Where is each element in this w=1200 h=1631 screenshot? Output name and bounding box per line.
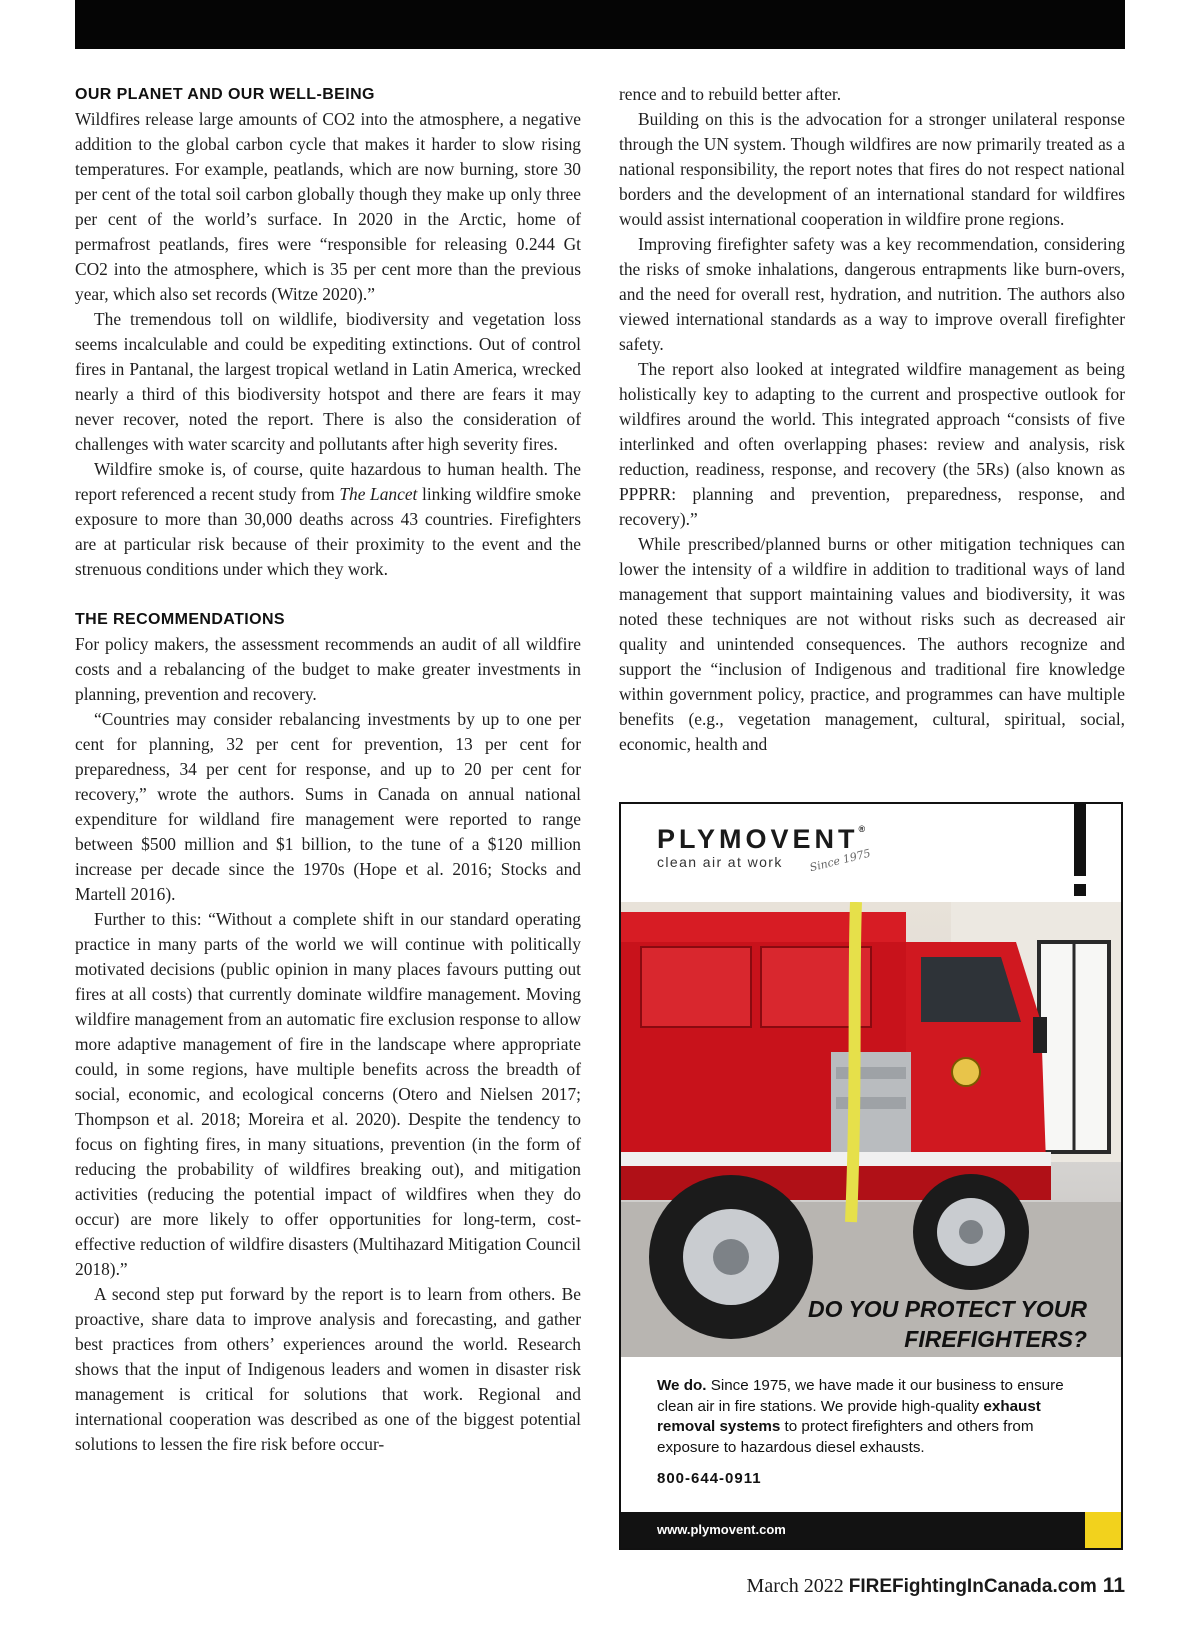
- text: linking wildfire smoke exposure to more than 30,000 deaths across 43 countries. Firefighters are at particular risk because of their proximity to the event and the strenuous conditions under which they work.: [75, 484, 582, 579]
- plymovent-advertisement[interactable]: [619, 802, 1123, 1550]
- section-heading-planet: OUR PLANET AND OUR WELL-BEING: [75, 86, 375, 103]
- right-column: [619, 82, 1125, 757]
- headline-line: DO YOU PROTECT YOUR: [807, 1296, 1087, 1322]
- ad-footer-bar: [621, 1512, 1121, 1548]
- phone-number[interactable]: 800-644-0911: [657, 1470, 762, 1487]
- paragraph: Improving firefighter safety was a key recommendation, considering the risks of smoke inhalations, dangerous entrapments like burn-overs, and the need for overall rest, hydration, and nutrition. The authors also viewed international standards as a way to improve overall firefighter safety.: [619, 234, 1125, 354]
- paragraph: The report also looked at integrated wildfire management as being holistically key to adapting to the current and prospective outlook for wildfires around the world. This integrated approach “consists of five interlinked and often overlapping phases: review and analysis, risk reduction, readiness, response, and recovery (the 5Rs) (also known as PPPRR: planning and prevention, preparedness, response, and recovery).”: [619, 359, 1125, 529]
- paragraph: A second step put forward by the report is to learn from others. Be proactive, share data to improve analysis and forecasting, and gather best practices from others’ experiences around the world. Research shows that the input of Indigenous leaders and women in disaster risk management is critical for solutions that work. Regional and international cooperation was described as one of the biggest potential solutions to lessen the fire risk before occur-: [75, 1284, 581, 1454]
- page-footer: [714, 1574, 1125, 1598]
- body-emphasis: We do.: [657, 1377, 707, 1394]
- section-heading-recommendations: THE RECOMMENDATIONS: [75, 611, 285, 628]
- fire-truck-photo: [621, 902, 1121, 1357]
- since-signature: Since 1975: [808, 846, 872, 875]
- website-link[interactable]: www.plymovent.com: [657, 1522, 786, 1537]
- ad-body-text: [657, 1376, 1089, 1458]
- paragraph: Wildfires release large amounts of CO2 into the atmosphere, a negative addition to the global carbon cycle that makes it harder to slow rising temperatures. For example, peatlands, which are now burning, store 30 per cent of the total soil carbon globally though they make up only three per cent of the world’s surface. In 2020 in the Arctic, home of permafrost peatlands, fires were “responsible for releasing 0.244 Gt CO2 into the atmosphere, which is 35 per cent more than the previous year, which also set records (Witze 2020).”: [75, 109, 581, 304]
- yellow-corner-block: [1085, 1512, 1121, 1548]
- paragraph: While prescribed/planned burns or other mitigation techniques can lower the intensity of a wildfire in addition to traditional ways of land management that support maintaining values and biodiversity, it was noted these techniques are not without risks such as decreased air quality and unintended consequences. The authors recognize and support the “inclusion of Indigenous and traditional fire knowledge within government policy, practice, and programmes can have multiple benefits (e.g., vegetation management, cultural, spiritual, social, economic, health and: [619, 534, 1125, 754]
- fire-truck-illustration: [621, 902, 1121, 1357]
- body-text: to protect firefighters and others from exposure to hazardous diesel exhausts.: [657, 1418, 1034, 1456]
- left-column: [75, 82, 581, 1457]
- top-black-bar: [75, 0, 1125, 49]
- paragraph: [75, 457, 581, 582]
- paragraph: “Countries may consider rebalancing investments by up to one per cent for planning, 32 per cent for prevention, 13 per cent for preparedness, 34 per cent for response, and up to 20 per cent for recovery,” wrote the authors. Sums in Canada on annual national expenditure for wildland fire management were reported to range between $500 million and $1 billion, to the tune of a $120 million increase per decade since the 1970s (Hope et al. 2016; Stocks and Martell 2016).: [75, 709, 581, 904]
- paragraph: Building on this is the advocation for a stronger unilateral response through the UN system. Though wildfires are now primarily treated as a national responsibility, the report notes that fires do not respect national borders and the development of an international standard for wildfires would assist international cooperation in wildfire prone regions.: [619, 109, 1125, 229]
- magazine-name: FIREFightingInCanada.com: [848, 1576, 1097, 1597]
- headline-line: FIREFIGHTERS?: [904, 1326, 1087, 1352]
- ad-headline: [808, 1294, 1087, 1354]
- registered-mark: ®: [858, 824, 866, 834]
- body-text: Since 1975, we have made it our business to ensure clean air in fire stations. We provide high-quality: [657, 1377, 1064, 1415]
- brand-tagline: clean air at work: [657, 854, 783, 870]
- accent-bar: [1074, 804, 1086, 876]
- body-emphasis: exhaust removal systems: [657, 1397, 1041, 1435]
- text: Wildfire smoke is, of course, quite hazardous to human health. The report referenced a recent study from: [75, 459, 581, 504]
- paragraph: Further to this: “Without a complete shift in our standard operating practice in many parts of the world we will continue with politically motivated decisions (public opinion in many places favours putting out fires at all costs) that currently dominate wildfire management. Moving wildfire management from an automatic fire exclusion response to allow more adaptive management of fire in the landscape where appropriate could, in some regions, have multiple benefits across the breadth of social, economic, and ecological concerns (Otero and Nielsen 2017; Thompson et al. 2018; Moreira et al. 2020). Despite the tendency to focus on fighting fires, in many situations, prevention (in the form of reducing the probability of wildfires breaking out), and mitigation activities (reducing the potential impact of wildfires when they do occur) are more likely to offer opportunities for long-term, cost-effective reduction of wildfire disasters (Multihazard Mitigation Council 2018).”: [75, 909, 581, 1279]
- brand-logo: [657, 824, 865, 855]
- paragraph: rence and to rebuild better after.: [619, 84, 842, 104]
- paragraph: The tremendous toll on wildlife, biodiversity and vegetation loss seems incalculable and could be expediting extinctions. Out of control fires in Pantanal, the largest tropical wetland in Latin America, wrecked nearly a third of this biodiversity hotspot and there are fears it may never recover, noted the report. There is also the consideration of challenges with water scarcity and pollutants after high severity fires.: [75, 309, 581, 454]
- issue-date: March 2022: [746, 1575, 844, 1597]
- paragraph: For policy makers, the assessment recommends an audit of all wildfire costs and a rebalancing of the budget to make greater investments in planning, prevention and recovery.: [75, 634, 581, 704]
- journal-title: The Lancet: [339, 484, 418, 504]
- page-number: 11: [1102, 1574, 1125, 1597]
- accent-square: [1074, 884, 1086, 896]
- brand-name: PLYMOVENT: [657, 824, 859, 854]
